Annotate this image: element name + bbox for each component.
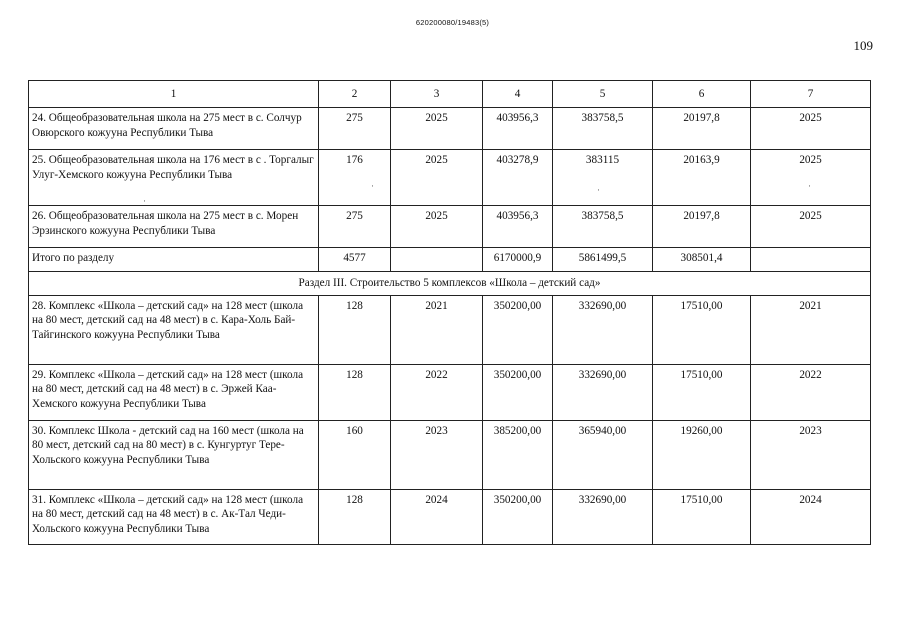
- table-row: [29, 364, 871, 420]
- table-row: [29, 420, 871, 489]
- capacity-cell: 160: [319, 420, 391, 489]
- federal-funds-cell: 5861499,5: [553, 248, 653, 272]
- object-name-cell: 26. Общеобразовательная школа на 275 мест в с. Морен Эрзинского кожууна Республики Тыва: [29, 206, 319, 248]
- commissioning-year-cell: [751, 248, 871, 272]
- commissioning-year-cell: 2022: [751, 364, 871, 420]
- capacity-cell: 176: [319, 150, 391, 206]
- total-cost-cell: 350200,00: [483, 489, 553, 544]
- data-table: [28, 80, 871, 545]
- table-row: [29, 108, 871, 150]
- section-title: Раздел III. Строительство 5 комплексов «Школа – детский сад»: [29, 272, 871, 296]
- commissioning-year-cell: 2025: [751, 108, 871, 150]
- object-name-cell: 25. Общеобразовательная школа на 176 мест в с . Торгалыг Улуг-Хемского кожууна Республики Тыва: [29, 150, 319, 206]
- federal-funds-cell: 365940,00: [553, 420, 653, 489]
- table-row-total: [29, 248, 871, 272]
- federal-funds-cell: 332690,00: [553, 489, 653, 544]
- commissioning-year-cell: 2021: [751, 295, 871, 364]
- regional-funds-cell: 20197,8: [653, 206, 751, 248]
- capacity-cell: 275: [319, 206, 391, 248]
- federal-funds-cell: 383758,5: [553, 108, 653, 150]
- column-header: 2: [319, 81, 391, 108]
- scan-speck: ·: [808, 181, 811, 191]
- year-cell: 2025: [391, 150, 483, 206]
- column-header: 6: [653, 81, 751, 108]
- total-cost-cell: 403956,3: [483, 108, 553, 150]
- total-cost-cell: 403956,3: [483, 206, 553, 248]
- total-cost-cell: 403278,9: [483, 150, 553, 206]
- document-code: 620200080/19483(5): [415, 18, 490, 27]
- federal-funds-cell: 383758,5: [553, 206, 653, 248]
- column-header: 3: [391, 81, 483, 108]
- column-header: 1: [29, 81, 319, 108]
- object-name-cell: 31. Комплекс «Школа – детский сад» на 128 мест (школа на 80 мест, детский сад на 48 мест) в с. Ак-Тал Чеди-Хольского кожууна Республики Тыва: [29, 489, 319, 544]
- object-name-cell: 28. Комплекс «Школа – детский сад» на 128 мест (школа на 80 мест, детский сад на 48 мест) в с. Кара-Холь Бай-Тайгинского кожууна Республики Тыва: [29, 295, 319, 364]
- column-header: 7: [751, 81, 871, 108]
- object-name-cell: 29. Комплекс «Школа – детский сад» на 128 мест (школа на 80 мест, детский сад на 48 мест) в с. Эржей Каа-Хемского кожууна Республики Тыва: [29, 364, 319, 420]
- regional-funds-cell: 20197,8: [653, 108, 751, 150]
- commissioning-year-cell: 2025: [751, 150, 871, 206]
- year-cell: 2022: [391, 364, 483, 420]
- federal-funds-cell: 332690,00: [553, 295, 653, 364]
- capacity-cell: 275: [319, 108, 391, 150]
- table-row: [29, 206, 871, 248]
- regional-funds-cell: 19260,00: [653, 420, 751, 489]
- regional-funds-cell: 17510,00: [653, 295, 751, 364]
- regional-funds-cell: 17510,00: [653, 489, 751, 544]
- total-cost-cell: 350200,00: [483, 364, 553, 420]
- commissioning-year-cell: 2023: [751, 420, 871, 489]
- capacity-cell: 128: [319, 295, 391, 364]
- year-cell: 2023: [391, 420, 483, 489]
- capacity-cell: 4577: [319, 248, 391, 272]
- year-cell: 2025: [391, 206, 483, 248]
- year-cell: 2025: [391, 108, 483, 150]
- year-cell: 2021: [391, 295, 483, 364]
- capacity-cell: 128: [319, 364, 391, 420]
- scan-speck: ·: [371, 181, 374, 191]
- commissioning-year-cell: 2025: [751, 206, 871, 248]
- scan-speck: ·: [143, 196, 146, 206]
- regional-funds-cell: 308501,4: [653, 248, 751, 272]
- federal-funds-cell: 332690,00: [553, 364, 653, 420]
- table-row: [29, 295, 871, 364]
- federal-funds-cell: 383115: [553, 150, 653, 206]
- year-cell: [391, 248, 483, 272]
- year-cell: 2024: [391, 489, 483, 544]
- column-header: 4: [483, 81, 553, 108]
- total-label-cell: Итого по разделу: [29, 248, 319, 272]
- scan-speck: ·: [597, 185, 600, 195]
- table-row: [29, 489, 871, 544]
- total-cost-cell: 350200,00: [483, 295, 553, 364]
- regional-funds-cell: 20163,9: [653, 150, 751, 206]
- total-cost-cell: 385200,00: [483, 420, 553, 489]
- table-row: [29, 150, 871, 206]
- page-number: 109: [853, 38, 873, 53]
- column-header: 5: [553, 81, 653, 108]
- regional-funds-cell: 17510,00: [653, 364, 751, 420]
- capacity-cell: 128: [319, 489, 391, 544]
- commissioning-year-cell: 2024: [751, 489, 871, 544]
- table-header-row: [29, 81, 871, 108]
- object-name-cell: 24. Общеобразовательная школа на 275 мест в с. Солчур Овюрского кожууна Республики Тыва: [29, 108, 319, 150]
- object-name-cell: 30. Комплекс Школа - детский сад на 160 мест (школа на 80 мест, детский сад на 80 мест) в с. Кунгуртуг Тере-Хольского кожууна Республики Тыва: [29, 420, 319, 489]
- section-header-row: [29, 272, 871, 296]
- total-cost-cell: 6170000,9: [483, 248, 553, 272]
